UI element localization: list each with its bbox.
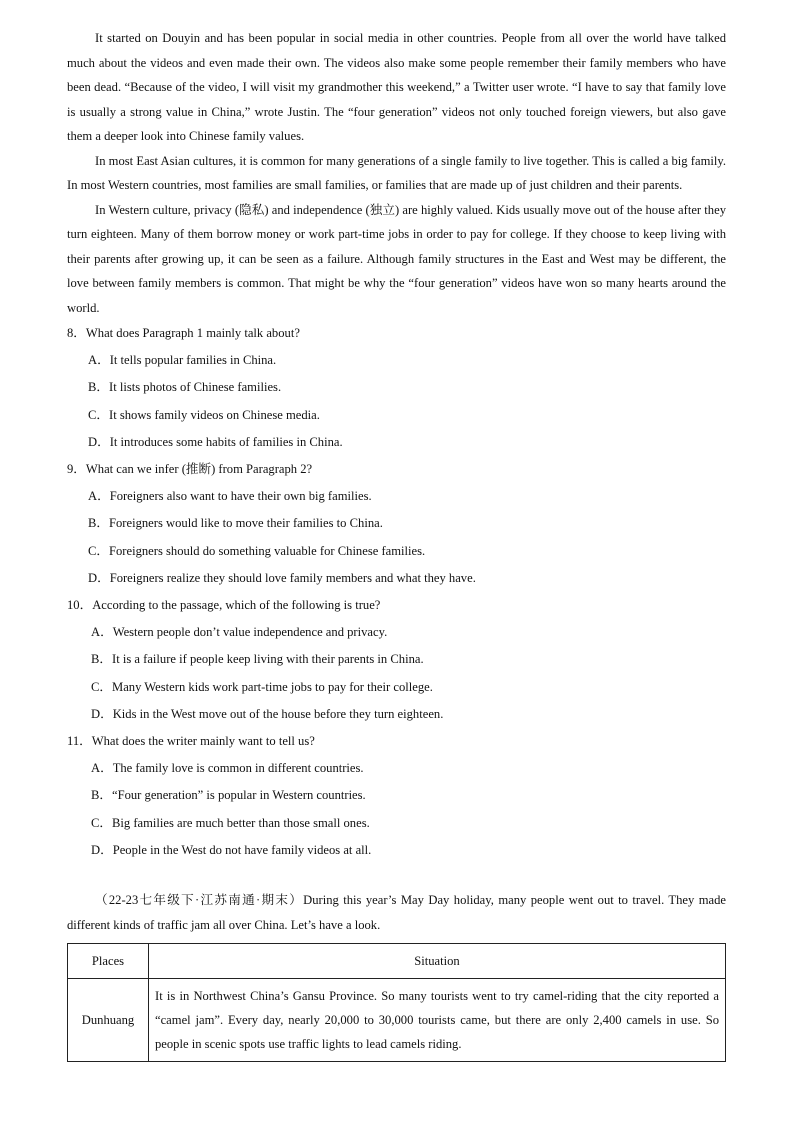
option-b: B．Foreigners would like to move their families to China.	[88, 516, 383, 531]
passage-paragraph-1: It started on Douyin and has been popular in social media in other countries. People from all over the world have talked much about the videos and even made their own. The videos also make some people remember their family members who have been dead. “Because of the video, I will visit my grandmother this weekend,” a Twitter user wrote. “I have to say that family love is usually a strong value in China,” wrote Justin. The “four generation” videos not only touched foreign viewers, but also gave them a deeper look into Chinese family values.	[67, 31, 726, 143]
cell-situation: It is in Northwest China’s Gansu Province. So many tourists went to try camel-riding that the city reported a “camel jam”. Every day, nearly 20,000 to 30,000 tourists came, but there are only 2,400 camels in use. So people in scenic spots use traffic lights to lead camels riding.	[149, 979, 726, 1062]
option-d: D．It introduces some habits of families in China.	[88, 434, 343, 449]
question-stem: 10．According to the passage, which of the following is true?	[67, 598, 381, 613]
header-places: Places	[68, 944, 149, 979]
option-c: C．It shows family videos on Chinese media.	[88, 407, 320, 422]
question-8	[67, 320, 726, 456]
document-page	[67, 26, 726, 1062]
question-9	[67, 456, 726, 592]
passage-paragraph-2: In most East Asian cultures, it is common for many generations of a single family to live together. This is called a big family. In most Western countries, most families are small families, or families that are made up of just children and their parents.	[67, 153, 726, 192]
option-b: B．It lists photos of Chinese families.	[88, 380, 282, 395]
table-row	[68, 979, 726, 1062]
option-a: A．Western people don’t value independence and privacy.	[91, 625, 388, 640]
option-a: A．It tells popular families in China.	[88, 353, 277, 368]
section-gap	[67, 864, 726, 888]
question-stem: 9．What can we infer (推断) from Paragraph 2?	[67, 462, 313, 477]
table-header-row	[68, 944, 726, 979]
question-10	[67, 592, 726, 728]
option-b: B．It is a failure if people keep living with their parents in China.	[91, 652, 424, 667]
option-c: C．Foreigners should do something valuable for Chinese families.	[88, 543, 426, 558]
option-a: A．Foreigners also want to have their own big families.	[88, 489, 372, 504]
option-c: C．Many Western kids work part-time jobs to pay for their college.	[91, 679, 433, 694]
header-situation: Situation	[149, 944, 726, 979]
option-c: C．Big families are much better than those small ones.	[91, 815, 370, 830]
option-a: A．The family love is common in different countries.	[91, 761, 364, 776]
option-d: D．People in the West do not have family videos at all.	[91, 842, 372, 857]
question-stem: 11．What does the writer mainly want to tell us?	[67, 734, 315, 749]
cell-place: Dunhuang	[68, 979, 149, 1062]
option-b: B．“Four generation” is popular in Western countries.	[91, 788, 366, 803]
situation-table	[67, 943, 726, 1062]
option-d: D．Foreigners realize they should love family members and what they have.	[88, 570, 476, 585]
question-11	[67, 728, 726, 864]
option-d: D．Kids in the West move out of the house before they turn eighteen.	[91, 706, 444, 721]
question-stem: 8．What does Paragraph 1 mainly talk about?	[67, 326, 300, 340]
reading-intro: （22-23七年级下·江苏南通·期末）During this year’s May Day holiday, many people went out to travel. They made different kinds of traffic jam all over China. Let’s have a look.	[67, 893, 726, 932]
passage-paragraph-3: In Western culture, privacy (隐私) and independence (独立) are highly valued. Kids usually move out of the house after they turn eighteen. Many of them borrow money or work part-time jobs in order to pay for college. If they choose to keep living with their parents after growing up, it can be seen as a failure. Although family structures in the East and West may be different, the love between family members is common. That might be why the “four generation” videos have won so many hearts around the world.	[67, 202, 726, 315]
